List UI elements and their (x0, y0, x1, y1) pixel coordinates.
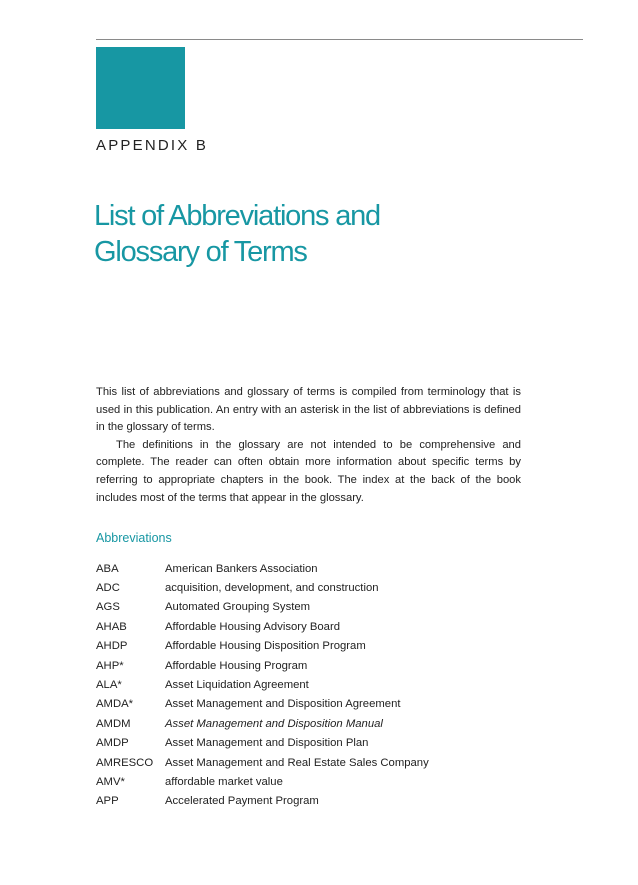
abbreviation-term: AHP* (96, 659, 124, 672)
page-title-line-2: Glossary of Terms (94, 236, 307, 268)
list-item (96, 753, 536, 772)
intro-paragraph-2: The definitions in the glossary are not intended to be comprehensive and complete. The reader can often obtain more information about specific terms by referring to appropriate chapters in the book. The index at the back of the book includes most of the terms that appear in the glossary. (96, 438, 521, 504)
list-item (96, 637, 536, 656)
list-item (96, 792, 536, 811)
abbreviation-term: ABA (96, 562, 119, 575)
abbreviation-definition: Asset Management and Real Estate Sales Company (165, 756, 429, 769)
list-item (96, 656, 536, 675)
abbreviation-term: ADC (96, 582, 120, 595)
abbreviation-definition: Accelerated Payment Program (165, 795, 319, 808)
list-item (96, 559, 536, 578)
abbreviation-term: AGS (96, 601, 120, 614)
abbreviation-definition: affordable market value (165, 775, 283, 788)
abbreviation-definition: Asset Management and Disposition Agreement (165, 698, 401, 711)
list-item (96, 734, 536, 753)
abbreviation-term: AMDP (96, 737, 129, 750)
abbreviation-term: AHDP (96, 640, 128, 653)
abbreviation-definition: Asset Management and Disposition Manual (165, 717, 383, 730)
abbreviation-definition: Affordable Housing Program (165, 659, 308, 672)
abbreviation-term: APP (96, 795, 119, 808)
abbreviation-definition: Asset Liquidation Agreement (165, 679, 309, 692)
intro-text (96, 384, 521, 507)
list-item (96, 695, 536, 714)
abbreviation-term: AHAB (96, 620, 127, 633)
abbreviation-definition: American Bankers Association (165, 562, 318, 575)
abbreviation-definition: Asset Management and Disposition Plan (165, 737, 369, 750)
appendix-label: APPENDIX B (96, 137, 209, 154)
list-item (96, 714, 536, 733)
intro-paragraph-1: This list of abbreviations and glossary of terms is compiled from terminology that is used in this publication. An entry with an asterisk in the list of abbreviations is defined in the glossary of terms. (96, 386, 521, 434)
list-item (96, 675, 536, 694)
abbreviation-term: AMDM (96, 717, 131, 730)
list-item (96, 598, 536, 617)
page-title (94, 198, 534, 270)
list-item (96, 772, 536, 791)
abbreviations-list (96, 559, 536, 811)
list-item (96, 578, 536, 597)
abbreviation-definition: Affordable Housing Disposition Program (165, 640, 366, 653)
abbreviation-definition: Automated Grouping System (165, 601, 311, 614)
abbreviation-definition: Affordable Housing Advisory Board (165, 620, 340, 633)
accent-block (96, 47, 185, 129)
abbreviation-term: AMRESCO (96, 756, 154, 769)
abbreviation-term: AMV* (96, 775, 125, 788)
list-item (96, 617, 536, 636)
abbreviation-definition: acquisition, development, and construction (165, 582, 379, 595)
abbreviations-heading: Abbreviations (96, 531, 172, 545)
abbreviation-term: ALA* (96, 679, 122, 692)
top-rule (96, 39, 583, 40)
abbreviation-term: AMDA* (96, 698, 134, 711)
page-title-line-1: List of Abbreviations and (94, 200, 380, 232)
